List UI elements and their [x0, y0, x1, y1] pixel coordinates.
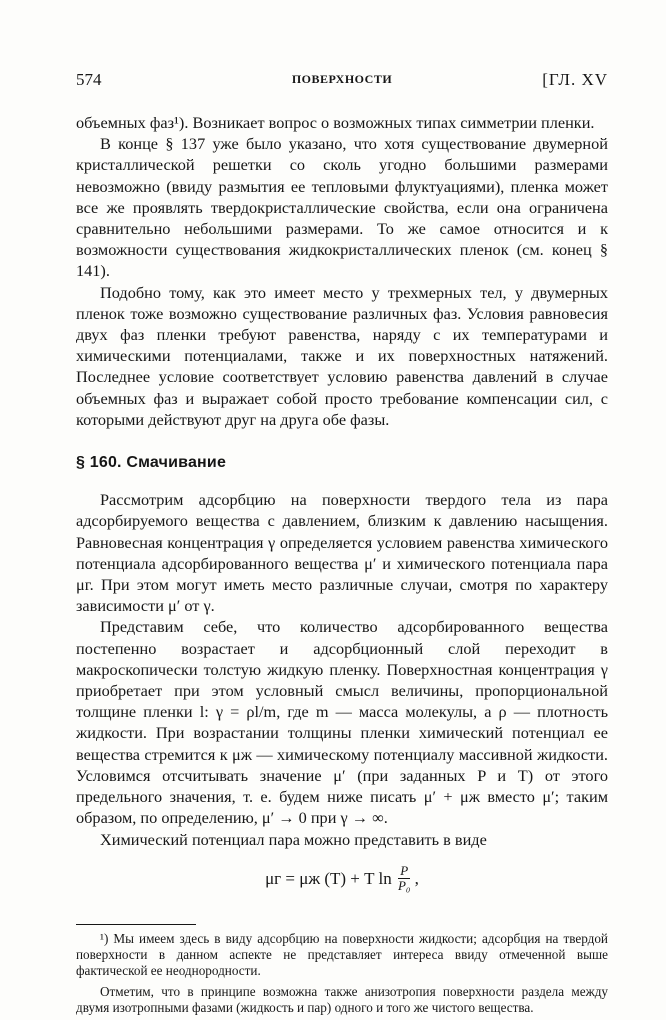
paragraph: Представим себе, что количество адсорбированного вещества постепенно возрастает и адсорбционный слой переходит в макроскопически толстую жидкую пленку. Поверхностная концентрация γ приобретает при этом условный смысл величины, пропорциональной толщине пленки l: γ = ρl/m, где m — масса молекулы, а ρ — плотность жидкости. При возрастании толщины пленки химический потенциал ее вещества стремится к μж — химическому потенциалу массивной жидкости. Условимся отсчитывать значение μ′ (при заданных P и T) от этого предельного значения, т. е. будем ниже писать μ′ + μж вместо μ′; таким образом, по определению, μ′ → 0 при γ → ∞.: [76, 617, 608, 828]
fraction-denominator: P₀: [397, 877, 411, 893]
running-title: ПОВЕРХНОСТИ: [291, 72, 393, 86]
paragraph: Химический потенциал пара можно представить в виде: [100, 829, 487, 849]
chapter-marker: [ГЛ. XV: [542, 70, 608, 89]
paragraph: Подобно тому, как это имеет место у трехмерных тел, у двумерных пленок тоже возможно существование различных фаз. Условия равновесия двух фаз пленки требуют равенства, наряду с их температурами и химическими потенциалами, также и их поверхностных натяжений. Последнее условие соответствует условию равенства давлений в случае объемных фаз и выражает собой просто требование компенсации сил, с которыми действуют друг на друга обе фазы.: [76, 282, 608, 429]
equation-lhs: μг = μж (T) + T ln: [265, 868, 392, 888]
paragraph: объемных фаз¹). Возникает вопрос о возможных типах симметрии пленки.: [76, 113, 595, 132]
paragraph: В конце § 137 уже было указано, что хотя существование двумерной кристаллической решетки со сколь угодно большими размерами невозможно (ввиду размытия ее тепловыми флуктуациями), пленка может все же проявлять твердокристаллические свойства, если она ограничена сравнительно небольшими размерами. То же самое относится и к возможности существования жидкокристаллических пленок (см. конец § 141).: [76, 134, 608, 281]
page-body: [76, 112, 608, 1020]
footnote: Отметим, что в принципе возможна также анизотропия поверхности раздела между двумя изотропными фазами (жидкость и пар) одного и того же чистого вещества.: [76, 983, 608, 1015]
equation-trail: ,: [414, 868, 419, 888]
page-header: [76, 70, 608, 96]
fraction-numerator: P: [398, 864, 410, 879]
footnote: ¹) Мы имеем здесь в виду адсорбцию на поверхности жидкости; адсорбция на твердой поверхности в данном аспекте не представляет интереса ввиду отмеченной выше фактической ее неоднородности.: [76, 930, 608, 979]
equation: [76, 864, 608, 902]
section-heading: § 160. Смачивание: [76, 454, 227, 472]
footnotes: [76, 931, 608, 1016]
footnote-rule: [76, 924, 196, 925]
fraction: [398, 864, 410, 893]
paragraph: Рассмотрим адсорбцию на поверхности твердого тела из пара адсорбируемого вещества с давлением, близким к давлению насыщения. Равновесная концентрация γ определяется условием равенства химического потенциала адсорбированного вещества μ′ и химического потенциала пара μг. При этом могут иметь место различные случаи, смотря по характеру зависимости μ′ от γ.: [76, 490, 608, 616]
page-number: 574: [76, 70, 102, 89]
